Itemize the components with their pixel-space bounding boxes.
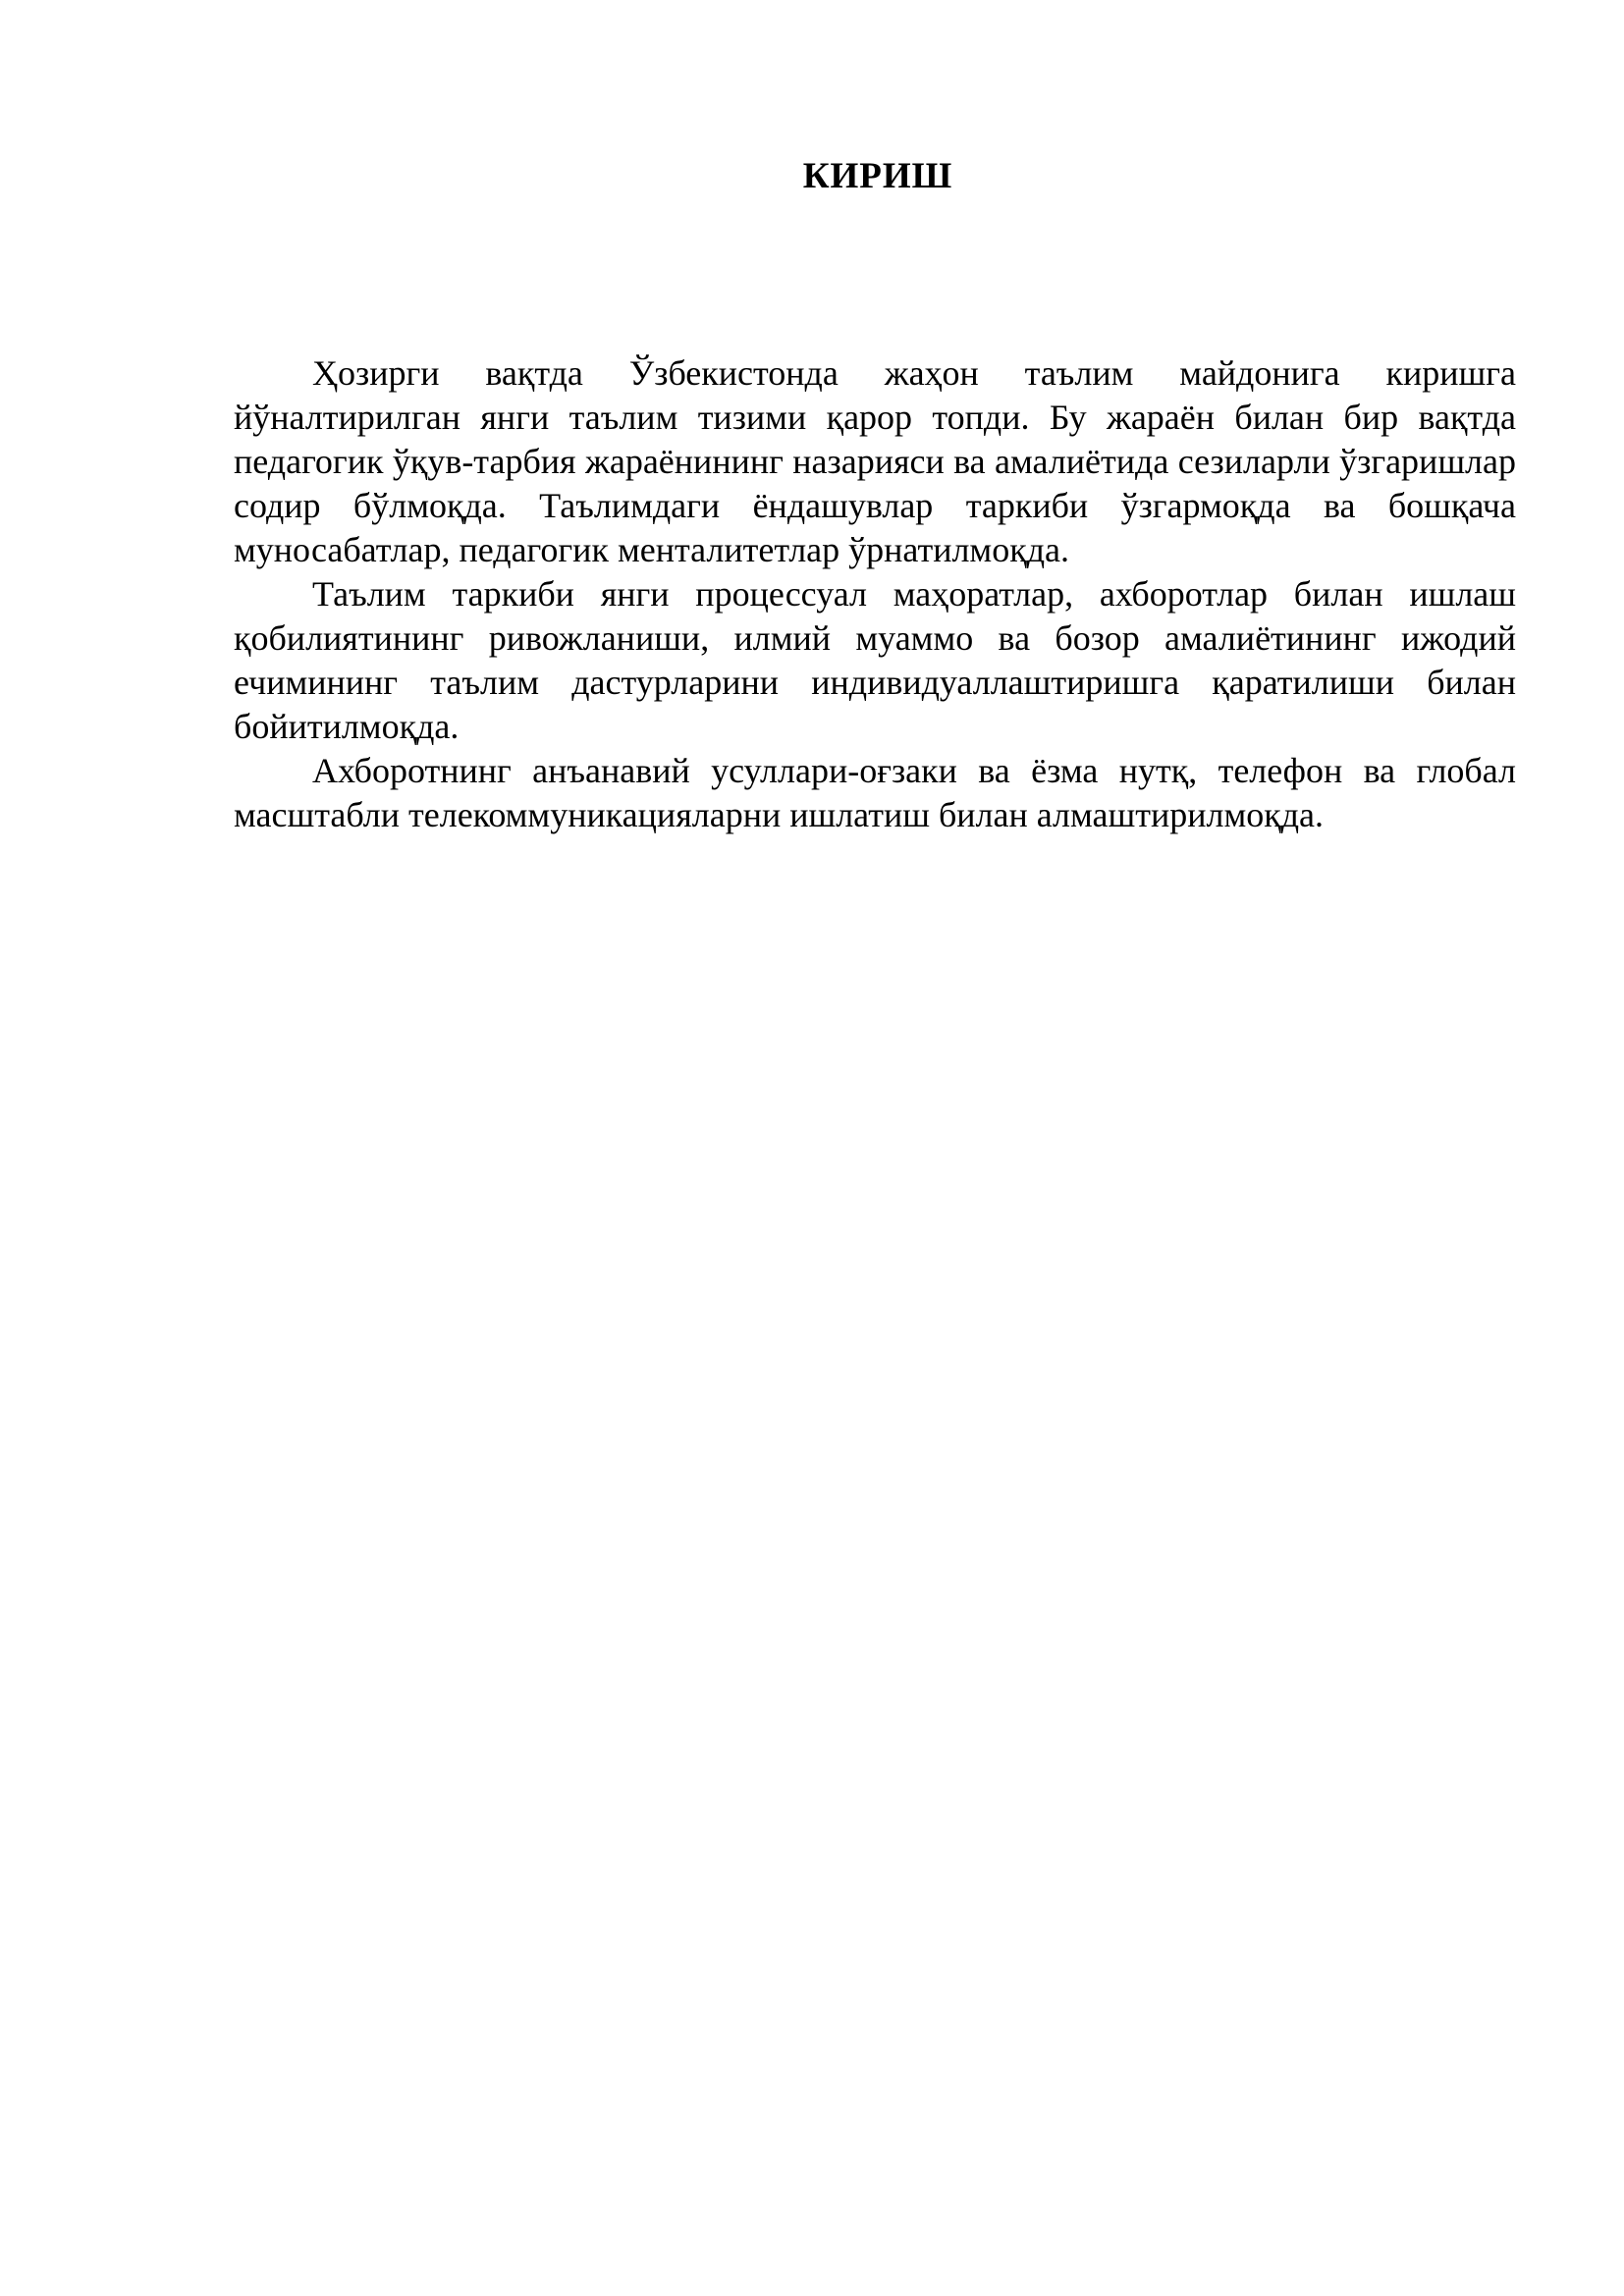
page-title: КИРИШ (802, 156, 953, 196)
paragraph: Ахборотнинг анъанавий усуллари-оғзаки ва ёзма нутқ, телефон ва глобал масштабли телекоммуникацияларни ишлатиш билан алмаштирилмоқда. (234, 751, 1516, 834)
paragraph: Таълим таркиби янги процессуал маҳоратлар, ахборотлар билан ишлаш қобилиятининг ривожланиши, илмий муаммо ва бозор амалиётининг ижодий ечимининг таълим дастурларини индивидуаллаштиришга қаратилиши билан бойитилмоқда. (234, 574, 1516, 746)
body-text (234, 351, 1516, 837)
paragraph: Ҳозирги вақтда Ўзбекистонда жаҳон таълим майдонига киришга йўналтирилган янги таълим тизими қарор топди. Бу жараён билан бир вақтда педагогик ўқув-тарбия жараёнининг назарияси ва амалиётида сезиларли ўзгаришлар содир бўлмоқда. Таълимдаги ёндашувлар таркиби ўзгармоқда ва бошқача муносабатлар, педагогик менталитетлар ўрнатилмоқда. (234, 353, 1516, 569)
